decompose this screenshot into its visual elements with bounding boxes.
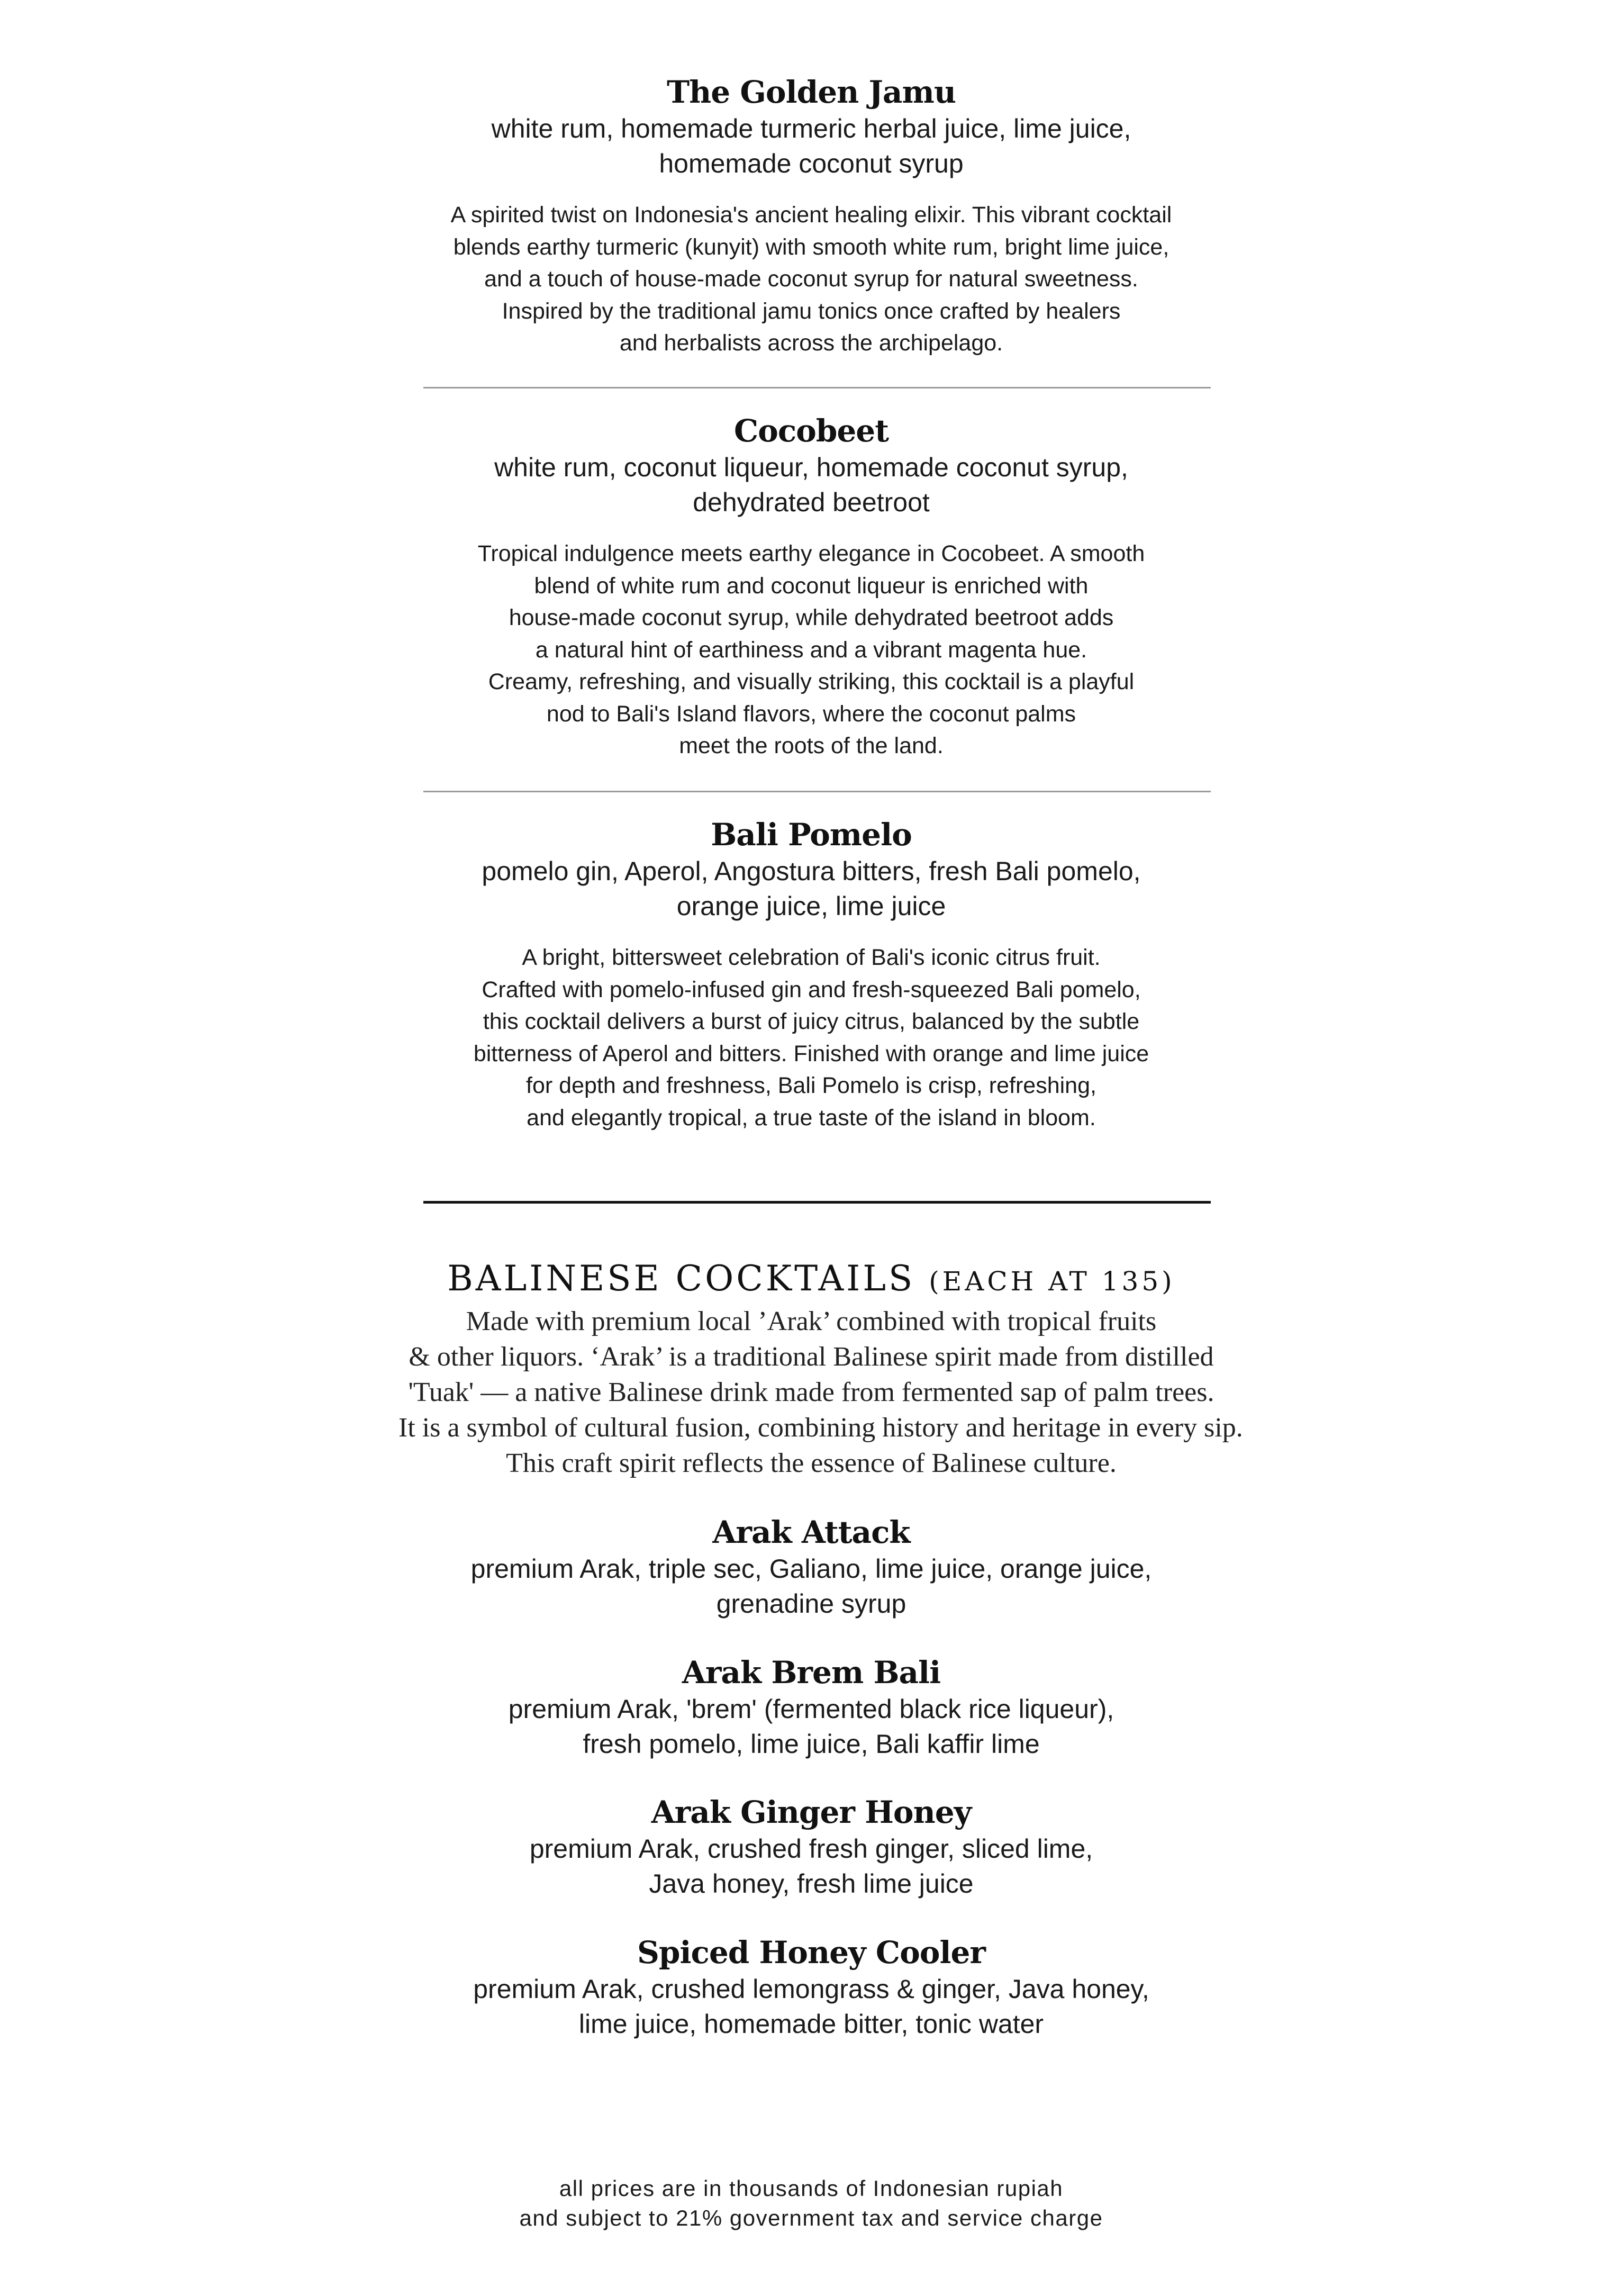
item-title: Arak Brem Bali (682, 1655, 941, 1691)
description-line: and herbalists across the archipelago. (619, 330, 1003, 356)
description-line: meet the roots of the land. (679, 733, 944, 758)
ingredients-line: premium Arak, 'brem' (fermented black rice liqueur), (508, 1694, 1114, 1724)
intro-line: This craft spirit reflects the essence of Balinese culture. (506, 1448, 1117, 1478)
ingredients-line: premium Arak, crushed lemongrass & ginger, Java honey, (473, 1974, 1149, 2004)
intro-line: Made with premium local ’Arak’ combined with tropical fruits (466, 1306, 1157, 1336)
item-ingredients (398, 1831, 1224, 1901)
intro-line: It is a symbol of cultural fusion, combining history and heritage in every sip. (398, 1413, 1243, 1443)
menu-item-arak-attack (398, 1513, 1224, 1621)
divider (423, 791, 1211, 792)
menu-item-arak-brem-bali (398, 1653, 1224, 1761)
item-description (398, 199, 1224, 359)
ingredients-line: premium Arak, triple sec, Galiano, lime juice, orange juice, (470, 1554, 1152, 1584)
item-title: Arak Ginger Honey (651, 1794, 972, 1830)
description-line: and a touch of house-made coconut syrup for natural sweetness. (484, 266, 1138, 292)
description-line: a natural hint of earthiness and a vibrant magenta hue. (535, 637, 1087, 663)
intro-line: 'Tuak' — a native Balinese drink made from fermented sap of palm trees. (408, 1377, 1214, 1407)
description-line: A bright, bittersweet celebration of Bali's iconic citrus fruit. (522, 945, 1101, 970)
description-line: blend of white rum and coconut liqueur is enriched with (534, 573, 1089, 599)
description-line: A spirited twist on Indonesia's ancient healing elixir. This vibrant cocktail (450, 202, 1172, 228)
description-line: Crafted with pomelo-infused gin and fresh-squeezed Bali pomelo, (482, 977, 1141, 1002)
ingredients-line: pomelo gin, Aperol, Angostura bitters, fresh Bali pomelo, (482, 856, 1141, 886)
item-title: Spiced Honey Cooler (637, 1935, 985, 1970)
description-line: this cocktail delivers a burst of juicy citrus, balanced by the subtle (483, 1009, 1140, 1034)
ingredients-line: premium Arak, crushed fresh ginger, sliced lime, (529, 1834, 1093, 1864)
section-title-text: BALINESE COCKTAILS (447, 1258, 915, 1299)
menu-item-arak-ginger-honey (398, 1793, 1224, 1901)
item-ingredients (398, 1692, 1224, 1761)
section-title (398, 1257, 1224, 1304)
description-line: for depth and freshness, Bali Pomelo is crisp, refreshing, (526, 1073, 1096, 1098)
description-line: nod to Bali's Island flavors, where the coconut palms (546, 701, 1076, 727)
ingredients-line: white rum, homemade turmeric herbal juice, lime juice, (491, 114, 1131, 143)
ingredients-line: grenadine syrup (716, 1589, 906, 1619)
ingredients-line: fresh pomelo, lime juice, Bali kaffir lime (583, 1729, 1040, 1759)
footnote-line: all prices are in thousands of Indonesian rupiah (559, 2176, 1064, 2201)
menu-item-cocobeet (398, 412, 1224, 762)
item-ingredients (398, 450, 1224, 520)
item-title: Bali Pomelo (711, 817, 912, 853)
item-title: Arak Attack (712, 1514, 910, 1550)
ingredients-line: homemade coconut syrup (659, 149, 964, 178)
description-line: bitterness of Aperol and bitters. Finished with orange and lime juice (473, 1041, 1149, 1066)
item-description (398, 942, 1224, 1134)
description-line: and elegantly tropical, a true taste of the island in bloom. (527, 1105, 1096, 1131)
ingredients-line: lime juice, homemade bitter, tonic water (578, 2009, 1044, 2039)
menu-item-bali-pomelo (398, 816, 1224, 1134)
section-divider (423, 1201, 1211, 1204)
ingredients-line: orange juice, lime juice (676, 891, 946, 921)
footnote-text (398, 2174, 1224, 2233)
section-price-note: (EACH AT 135) (929, 1266, 1175, 1297)
description-line: blends earthy turmeric (kunyit) with smooth white rum, bright lime juice, (453, 234, 1169, 260)
item-title: Cocobeet (734, 413, 888, 449)
divider (423, 387, 1211, 388)
item-ingredients (398, 854, 1224, 924)
item-ingredients (398, 1972, 1224, 2041)
ingredients-line: white rum, coconut liqueur, homemade coconut syrup, (494, 453, 1128, 482)
item-description (398, 538, 1224, 762)
price-footnote (398, 2174, 1224, 2233)
item-ingredients (398, 111, 1224, 181)
menu-item-spiced-honey-cooler (398, 1933, 1224, 2041)
section-intro (398, 1304, 1243, 1481)
menu-item-golden-jamu (398, 73, 1224, 359)
ingredients-line: Java honey, fresh lime juice (649, 1869, 974, 1899)
description-line: Creamy, refreshing, and visually striking, this cocktail is a playful (488, 669, 1135, 694)
footnote-line: and subject to 21% government tax and service charge (519, 2205, 1103, 2230)
ingredients-line: dehydrated beetroot (693, 487, 930, 517)
description-line: house-made coconut syrup, while dehydrated beetroot adds (509, 605, 1114, 630)
balinese-section-header (398, 1257, 1243, 1481)
description-line: Tropical indulgence meets earthy elegance in Cocobeet. A smooth (477, 541, 1145, 566)
item-title: The Golden Jamu (666, 74, 956, 110)
item-ingredients (398, 1551, 1224, 1621)
intro-line: & other liquors. ‘Arak’ is a traditional Balinese spirit made from distilled (409, 1342, 1214, 1372)
description-line: Inspired by the traditional jamu tonics once crafted by healers (502, 298, 1121, 324)
